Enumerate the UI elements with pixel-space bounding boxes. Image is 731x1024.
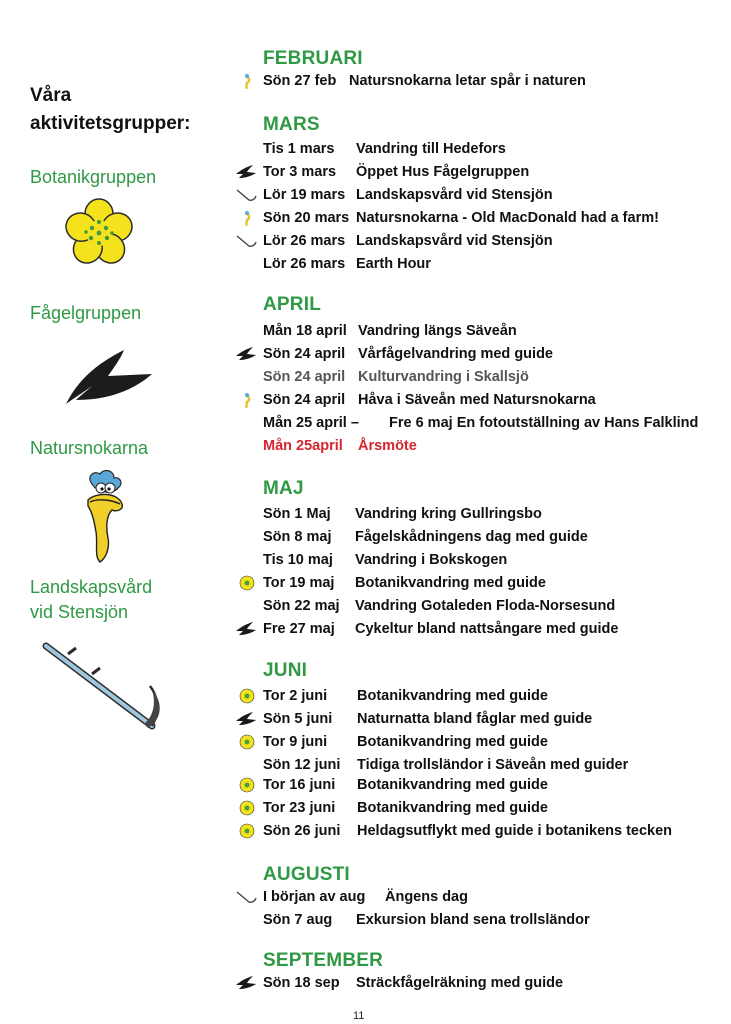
event-row [263,503,542,525]
event-text: Vandring kring Gullringsbo [355,506,542,522]
event-text: Botanikvandring med guide [357,688,548,704]
event-date: Sön 5 juni [263,711,333,727]
event-date: Sön 12 juni [263,757,341,773]
event-row [263,320,517,342]
event-date: Mån 18 april [263,323,347,339]
event-row [263,820,673,842]
event-date: Sön 8 maj [263,529,332,545]
event-text: Botanikvandring med guide [355,575,546,591]
event-text: Kulturvandring i Skallsjö [358,369,529,385]
event-row [263,549,508,571]
event-date: Tor 3 mars [263,164,337,180]
event-text: Natursnokarna - Old MacDonald had a farm! [356,210,659,226]
event-text: Ängens dag [385,889,468,905]
bird-icon [235,711,259,727]
flower-icon [235,777,259,793]
event-date: Sön 1 Maj [263,506,331,522]
group-title-botanik: Botanikgruppen [30,167,157,187]
event-row [263,572,546,594]
scythe-icon [235,233,259,249]
event-row [263,412,699,434]
natursnok-icon [76,466,132,566]
bird-icon [62,346,154,408]
event-row [263,70,586,92]
bird-icon [235,346,259,362]
event-date: Sön 7 aug [263,912,333,928]
event-date: Sön 20 mars [263,210,350,226]
event-row [263,366,529,388]
month-heading-juni: JUNI [263,660,308,681]
event-row [263,886,468,908]
flower-icon [62,196,136,270]
event-date: Tis 10 maj [263,552,333,568]
event-date: Tor 2 juni [263,688,328,704]
bird-icon [235,164,259,180]
event-text: Landskapsvård vid Stensjön [356,187,553,203]
event-row [263,972,564,994]
event-text: Årsmöte [358,438,417,454]
group-title-landskap-line2: vid Stensjön [30,602,129,622]
event-row [263,731,548,753]
event-row [263,161,530,183]
event-date: I början av aug [263,889,366,905]
event-date: Sön 27 feb [263,73,337,89]
intro-line2: aktivitetsgrupper: [30,113,191,134]
natursnok-icon [235,73,259,89]
event-row [263,526,588,548]
event-row [263,389,596,411]
month-heading-februari: FEBRUARI [263,48,363,69]
event-text: Öppet Hus Fågelgruppen [356,164,530,180]
intro-line1: Våra [30,85,72,106]
natursnok-icon [235,392,259,408]
natursnok-icon [235,210,259,226]
flower-icon [235,575,259,591]
event-row [263,685,548,707]
event-text: Botanikvandring med guide [357,734,548,750]
event-date: Lör 19 mars [263,187,346,203]
event-date: Sön 24 april [263,369,346,385]
event-text: Exkursion bland sena trollsländor [356,912,590,928]
event-date: Mån 25 april – [263,415,359,431]
event-date: Tor 16 juni [263,777,336,793]
group-title-fagel: Fågelgruppen [30,303,142,323]
event-date: Sön 22 maj [263,598,340,614]
event-text: Naturnatta bland fåglar med guide [357,711,593,727]
event-date: Mån 25april [263,438,343,454]
event-text: Vårfågelvandring med guide [358,346,553,362]
event-row [263,184,553,206]
event-date: Tor 9 juni [263,734,328,750]
event-text: Fre 6 maj En fotoutställning av Hans Falklind [389,415,699,431]
event-text: Vandring i Bokskogen [355,552,508,568]
event-row [263,797,548,819]
event-text: Vandring till Hedefors [356,141,506,157]
bird-icon [235,621,259,637]
event-text: Earth Hour [356,256,431,272]
event-text: Vandring längs Säveån [358,323,517,339]
flower-icon [235,800,259,816]
flower-icon [235,734,259,750]
intro-heading [30,84,190,136]
event-row [263,138,506,160]
event-date: Sön 24 april [263,346,346,362]
event-date: Sön 26 juni [263,823,341,839]
group-title-natur: Natursnokarna [30,438,149,458]
event-row [263,909,590,931]
event-row [263,253,431,275]
event-row [263,754,629,776]
event-row [263,207,659,229]
event-text: Heldagsutflykt med guide i botanikens tecken [357,823,673,839]
event-row [263,595,616,617]
event-text: Sträckfågelräkning med guide [356,975,564,991]
event-text: Natursnokarna letar spår i naturen [349,73,586,89]
event-text: Landskapsvård vid Stensjön [356,233,553,249]
month-heading-september: SEPTEMBER [263,950,384,971]
event-date: Fre 27 maj [263,621,335,637]
scythe-icon [235,889,259,905]
bird-icon [235,975,259,991]
group-title-landskap-line1: Landskapsvård [30,577,153,597]
event-row [263,343,553,365]
scythe-icon [40,640,170,750]
event-date: Tor 19 maj [263,575,335,591]
event-date: Tor 23 juni [263,800,336,816]
group-title-landskap [30,575,152,625]
event-text: Håva i Säveån med Natursnokarna [358,392,596,408]
event-text: Botanikvandring med guide [357,777,548,793]
month-heading-maj: MAJ [263,478,304,499]
page-number: 11 [353,1010,365,1022]
event-date: Sön 24 april [263,392,346,408]
flower-icon [235,688,259,704]
event-text: Vandring Gotaleden Floda-Norsesund [355,598,616,614]
event-date: Lör 26 mars [263,233,346,249]
flower-icon [235,823,259,839]
month-heading-april: APRIL [263,294,321,315]
event-text: Tidiga trollsländor i Säveån med guider [357,757,629,773]
month-heading-augusti: AUGUSTI [263,864,350,885]
scythe-icon [235,187,259,203]
event-row [263,774,548,796]
month-heading-mars: MARS [263,114,320,135]
event-text: Botanikvandring med guide [357,800,548,816]
event-text: Cykeltur bland nattsångare med guide [355,621,619,637]
event-row [263,230,553,252]
event-date: Tis 1 mars [263,141,335,157]
event-row-arsmote [263,435,417,457]
event-row [263,708,593,730]
event-row [263,618,619,640]
event-date: Lör 26 mars [263,256,346,272]
event-date: Sön 18 sep [263,975,340,991]
event-text: Fågelskådningens dag med guide [355,529,588,545]
